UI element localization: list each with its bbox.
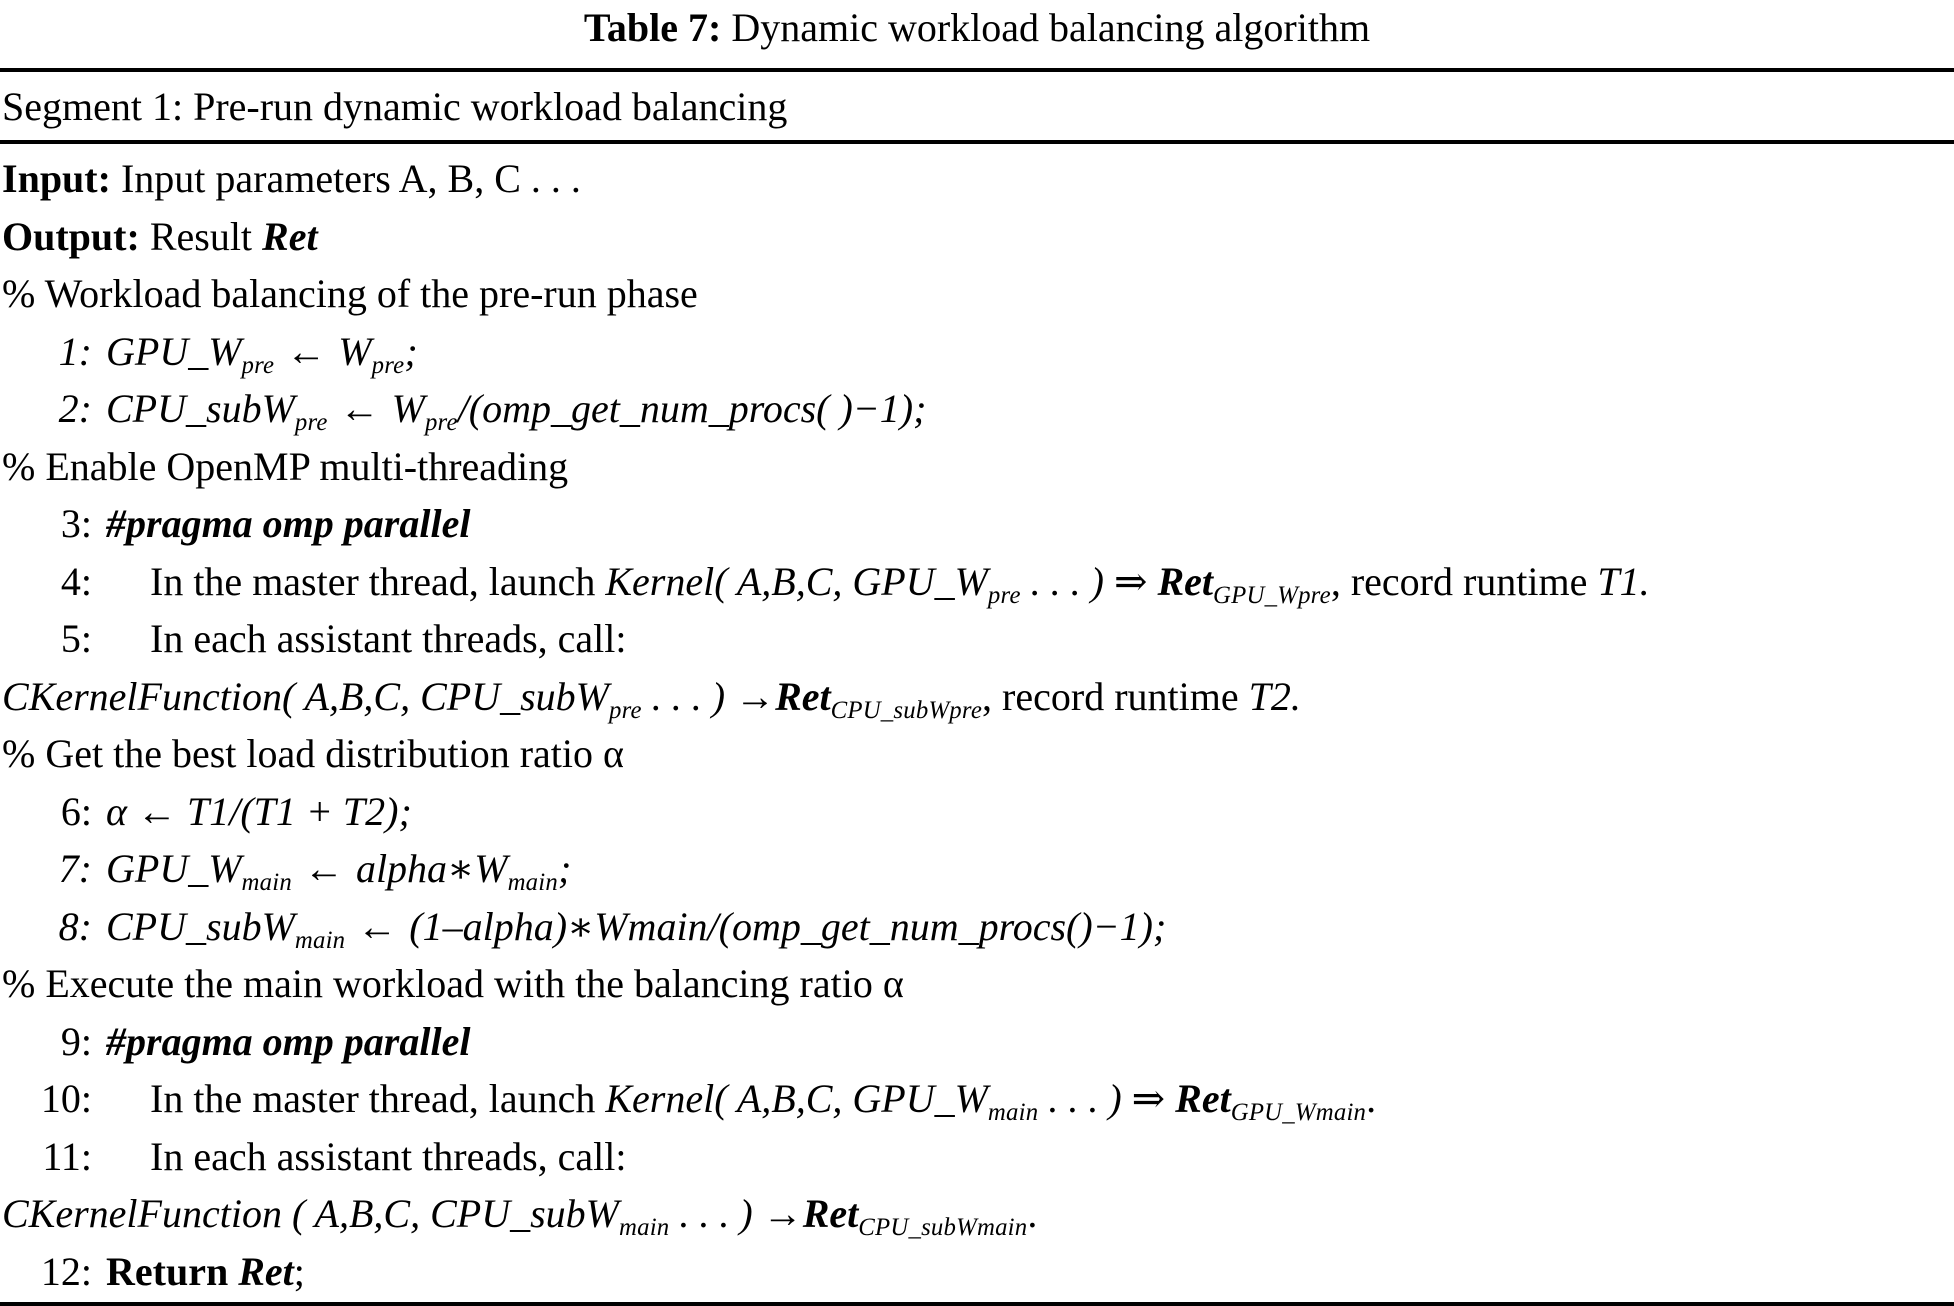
step-10 [0,1070,1954,1128]
step-6-number: 6: [60,788,92,834]
step-2 [0,380,1954,438]
step-1-tail: ; [404,328,418,374]
step-11-text: In each assistant threads, call: [150,1133,627,1179]
step-5-maps-icon: → [735,673,776,719]
step-4-timer: T1. [1597,558,1650,604]
step-11-number: 11: [42,1133,92,1179]
step-2-number: 2: [58,386,92,431]
step-2-rhs: W [391,386,425,431]
table-caption [0,0,1954,68]
step-1-rhs: W [338,328,372,374]
step-8-lhs: CPU_subW [106,903,295,949]
comment-pre-run-balancing: % Workload balancing of the pre-run phase [2,271,698,316]
step-2-lhs-subscript: pre [294,408,328,436]
step-7-number: 7: [58,846,92,891]
step-10-call: Kernel( A,B,C, $GPU\_W_{main}$ . . . ) [605,1076,1122,1126]
step-12-text: Return Ret; [106,1248,305,1294]
step-4-number: 4: [60,558,92,604]
step-7-rhs: alpha∗W [355,846,508,891]
step-1-text [92,323,418,381]
step-11-result: Ret$_{CPU\_subWmain}$ [802,1191,1028,1241]
step-4-text [92,553,1650,611]
step-8-number: 8: [58,903,92,949]
step-10-maps-icon: ⇒ [1131,1076,1166,1121]
step-11-continuation [0,1185,1954,1243]
step-3-text: #pragma omp parallel [106,501,471,546]
step-8-text: CPU_subW$_{main}$ ← (1–alpha)∗Wmain/(omp_get_num_procs()−1); [106,903,1167,954]
step-4-maps-icon: ⇒ [1113,558,1148,604]
step-2-rhs-subscript: pre [424,408,458,436]
comment-enable-openmp: % Enable OpenMP multi-threading [2,443,569,489]
step-4-pre-text: In the master thread, launch [150,558,596,604]
step-1 [0,323,1954,381]
step-5-number: 5: [60,616,92,661]
step-11-call: CKernelFunction ( A,B,C, CPU_subW$_{main}$ . . . ) [2,1191,753,1241]
step-9 [0,1013,1954,1071]
rule-bottom [0,1302,1954,1306]
input-label: Input: [2,156,111,201]
step-5-result: Ret$_{CPU\_subWpre}$ [775,673,983,724]
step-5-timer: T2. [1248,673,1301,719]
step-4-post-text: , record runtime [1330,558,1588,604]
step-1-rhs-subscript: pre [371,351,405,379]
output-value: Ret [262,213,318,259]
step-2-text [92,380,926,438]
algorithm-body [0,144,1954,1302]
step-7 [0,840,1954,898]
caption-text: Dynamic workload balancing algorithm [731,5,1371,50]
step-4-call: Kernel( A,B,C, $GPU\_W_{pre}$ . . . ) [605,558,1104,609]
step-12-number: 12: [40,1248,92,1294]
caption-label: Table 7: [583,5,722,50]
step-10-post-text: . [1366,1076,1377,1121]
step-2-tail: /(omp_get_num_procs( )−1); [457,386,927,431]
step-1-lhs: GPU_W [106,328,242,374]
input-line [0,150,1954,208]
output-text: Result [149,213,253,259]
step-12-value: Ret [238,1248,294,1294]
step-2-arrow: ← [339,386,380,431]
step-6 [0,783,1954,841]
step-4-result: Ret$_{GPU\_Wpre}$ [1157,558,1331,609]
step-10-text [92,1070,1376,1128]
step-9-text: #pragma omp parallel [106,1018,471,1064]
step-1-number: 1: [58,328,92,374]
step-8-rhs: (1–alpha)∗Wmain/(omp_get_num_procs()−1); [409,903,1167,949]
comment-execute-main: % Execute the main workload with the balancing ratio α [2,961,904,1006]
input-text: Input parameters A, B, C . . . [120,156,581,201]
step-9-number: 9: [60,1018,92,1064]
step-3-number: 3: [60,501,92,546]
step-12-label: Return [106,1248,229,1294]
step-7-arrow: ← [303,846,344,891]
step-10-number: 10: [40,1076,92,1121]
step-6-text: α ← T1/(T1 + T2); [106,788,412,834]
step-5-text: In each assistant threads, call: [150,616,627,661]
step-1-arrow: ← [286,328,327,374]
step-7-lhs: GPU_W [106,846,242,891]
step-7-text: $GPU\_W_{main}$ ← $alpha∗W_{main}$; [106,846,572,896]
comment-load-ratio: % Get the best load distribution ratio α [2,731,624,776]
step-5-continuation [0,668,1954,726]
step-11 [0,1128,1954,1186]
step-8 [0,898,1954,956]
step-1-lhs-subscript: pre [241,351,275,379]
step-4 [0,553,1954,611]
step-12 [0,1243,1954,1301]
step-10-pre-text: In the master thread, launch [150,1076,596,1121]
step-5-post-text: , record runtime [982,673,1239,719]
step-8-arrow: ← [357,903,398,949]
step-11-maps-icon: → [762,1191,803,1236]
step-2-lhs: CPU_subW [106,386,295,431]
step-10-result: Ret$_{GPU\_Wmain}$ [1175,1076,1367,1126]
output-line [0,208,1954,266]
segment-header: Segment 1: Pre-run dynamic workload balancing [2,84,788,129]
output-label: Output: [2,213,140,259]
step-11-post-text: . [1027,1191,1038,1236]
step-5-call: CKernelFunction( A,B,C, CPU_subW$_{pre}$ . . . ) [2,673,726,724]
step-5 [0,610,1954,668]
step-3 [0,495,1954,553]
